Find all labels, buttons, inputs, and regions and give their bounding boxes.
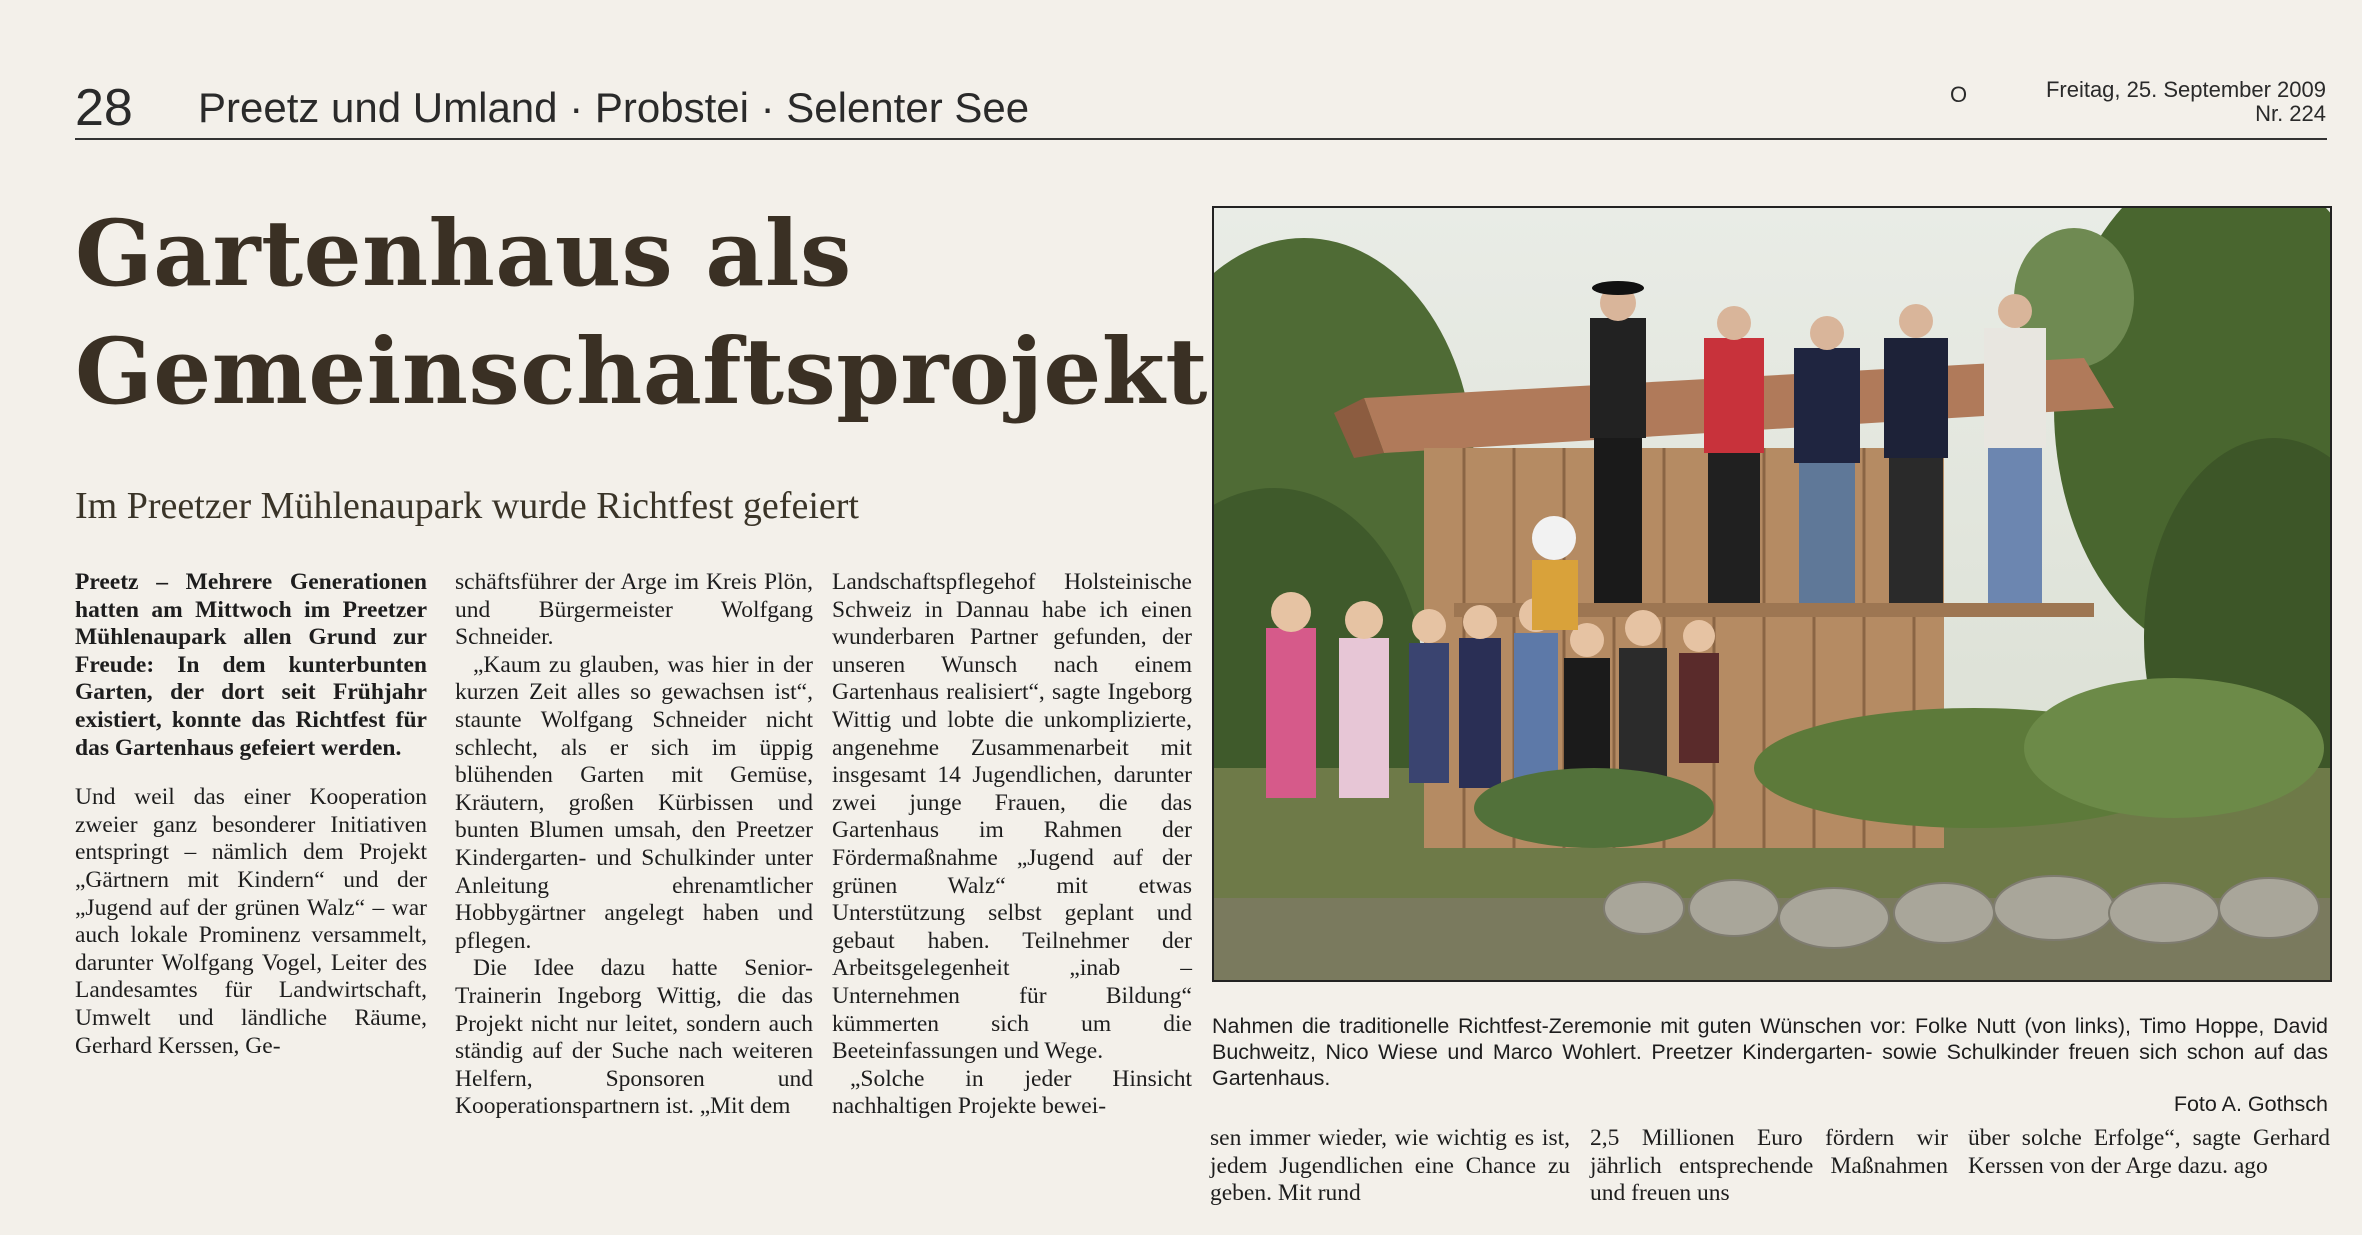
body-paragraph: über solche Erfolge“, sagte Gerhard Kerssen von der Arge dazu. ago	[1968, 1125, 2330, 1179]
article-column-4	[1210, 1125, 1570, 1208]
article-column-5	[1590, 1125, 1948, 1208]
article-column-3	[832, 569, 1192, 1121]
body-paragraph: „Solche in jeder Hinsicht nachhaltigen Projekte bewei-	[832, 1065, 1192, 1120]
body-paragraph: 2,5 Millionen Euro fördern wir jährlich entsprechende Maßnahmen und freuen uns	[1590, 1125, 1948, 1207]
headline	[75, 195, 1208, 431]
issue-number: Nr. 224	[2255, 101, 2326, 126]
page-number: 28	[75, 79, 133, 137]
article-column-1	[75, 569, 427, 1060]
caption-text: Nahmen die traditionelle Richtfest-Zeremonie mit guten Wünschen vor: Folke Nutt (von links), Timo Hoppe, David Buchweitz, Nico Wiese und Marco Wohlert. Preetzer Kindergarten- sowie Schulkinder freuen sich schon auf das Gartenhaus.	[1212, 1014, 2328, 1090]
issue-info	[2046, 78, 2326, 126]
photo-credit: Foto A. Gothsch	[2173, 1092, 2328, 1116]
body-paragraph: sen immer wieder, wie wichtig es ist, jedem Jugendlichen eine Chance zu geben. Mit rund	[1210, 1125, 1570, 1207]
body-paragraph: „Kaum zu glauben, was hier in der kurzen Zeit alles so gewachsen ist“, staunte Wolfgang Schneider nicht schlecht, als er sich im üppig blühenden Garten mit Gemüse, Kräutern, großen Kürbissen und bunten Blumen umsah, den Preetzer Kindergarten- und Schulkinder unter Anleitung ehrenamtlicher Hobbygärtner angelegt haben und pflegen.	[455, 651, 813, 954]
body-paragraph: Die Idee dazu hatte Senior-Trainerin Ingeborg Wittig, die das Projekt nicht nur leitet, sondern auch ständig auf der Suche nach weiteren Helfern, Sponsoren und Kooperationspartnern ist. „Mit dem	[455, 955, 813, 1120]
edition-mark: O	[1950, 82, 1968, 107]
body-paragraph: Landschaftspflegehof Holsteinische Schweiz in Dannau habe ich einen wunderbaren Partner gefunden, der unseren Wunsch nach einem Gartenhaus realisiert“, sagte Ingeborg Wittig und lobte die unkomplizierte, angenehme Zusammenarbeit mit insgesamt 14 Jugendlichen, darunter zwei junge Frauen, die das Gartenhaus im Rahmen der Fördermaßnahme „Jugend auf der grünen Walz“ mit etwas Unterstützung selbst geplant und gebaut haben. Teilnehmer der Arbeitsgelegenheit „inab – Unternehmen für Bildung“ kümmerten sich um die Beeteinfassungen und Wege.	[832, 569, 1192, 1065]
photo-caption	[1212, 1013, 2328, 1117]
issue-date: Freitag, 25. September 2009	[2045, 77, 2326, 102]
article-photo	[1212, 206, 2332, 982]
body-paragraph: schäftsführer der Arge im Kreis Plön, und Bürgermeister Wolfgang Schneider.	[455, 569, 813, 651]
section-title: Preetz und Umland · Probstei · Selenter See	[198, 84, 1030, 131]
article-column-2	[455, 569, 813, 1121]
headline-line-2: Gemeinschaftsprojekt	[75, 319, 1208, 425]
lead-paragraph: Preetz – Mehrere Generationen hatten am Mittwoch im Preetzer Mühlenaupark allen Grund zur Freude: In dem kunterbunten Garten, der dort seit Frühjahr existiert, konnte das Richtfest für das Gartenhaus gefeiert werden.	[75, 569, 427, 761]
body-paragraph: Und weil das einer Kooperation zweier ganz besonderer Initiativen entspringt – nämlich dem Projekt „Gärtnern mit Kindern“ und der „Jugend auf der grünen Walz“ – war auch lokale Prominenz versammelt, darunter Wolfgang Vogel, Leiter des Landesamtes für Landwirtschaft, Umwelt und ländliche Räume, Gerhard Kerssen, Ge-	[75, 784, 427, 1059]
photo-garden-house-scene	[1214, 208, 2330, 980]
subheadline: Im Preetzer Mühlenaupark wurde Richtfest gefeiert	[75, 485, 859, 527]
article-column-6	[1968, 1125, 2330, 1180]
headline-line-1: Gartenhaus als	[75, 201, 852, 307]
header-rule	[75, 138, 2327, 140]
